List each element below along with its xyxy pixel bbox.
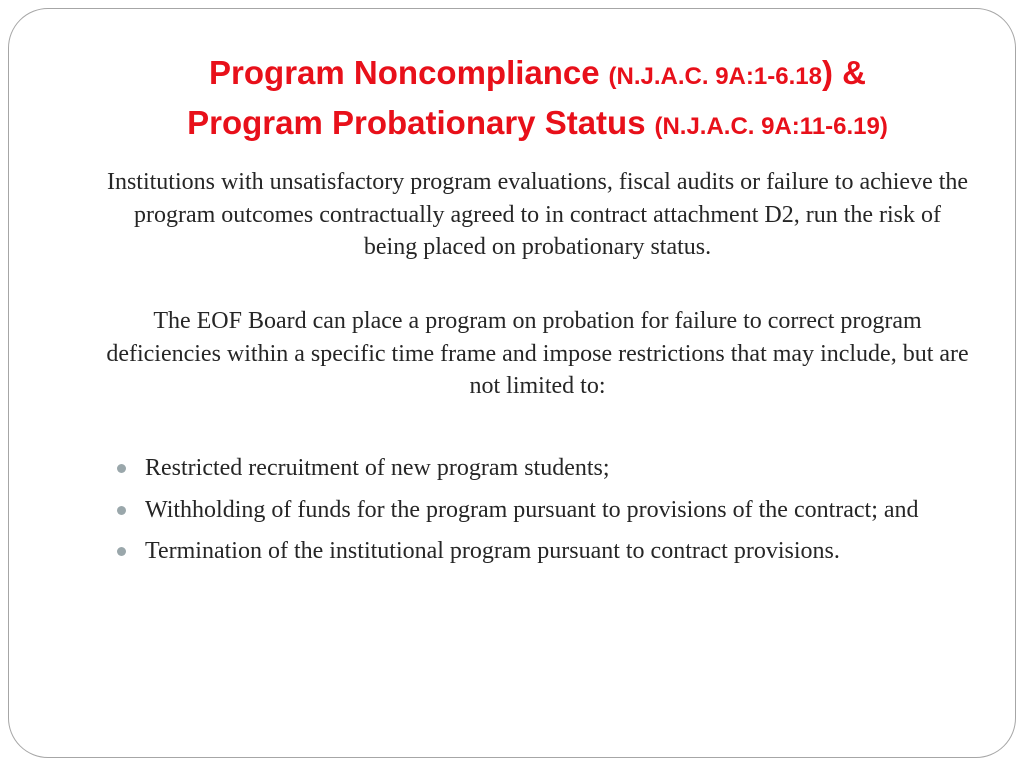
- bullet-icon: [117, 547, 126, 556]
- bullet-icon: [117, 506, 126, 515]
- bullet-icon: [117, 464, 126, 473]
- title-line1-main: Program Noncompliance: [209, 54, 600, 91]
- slide-title: [60, 50, 1015, 150]
- list-item-text: Termination of the institutional program pursuant to contract provisions.: [145, 538, 840, 564]
- paragraph-probation-risk: Institutions with unsatisfactory program evaluations, fiscal audits or failure to achieve the program outcomes contractually agreed to in contract attachment D2, run the risk of being placed on probationary status.: [106, 169, 969, 260]
- title-line2-citation: (N.J.A.C. 9A:11-6.19): [654, 113, 888, 140]
- paragraph-board-authority: The EOF Board can place a program on probation for failure to correct program deficiencies within a specific time frame and impose restrictions that may include, but are not limited to:: [106, 308, 969, 399]
- restrictions-list: [115, 452, 935, 577]
- title-line2-main: Program Probationary Status: [187, 104, 646, 141]
- list-item: [115, 494, 935, 527]
- list-item-text: Withholding of funds for the program pursuant to provisions of the contract; and: [145, 496, 919, 523]
- list-item: [115, 452, 935, 485]
- title-line1-citation: (N.J.A.C. 9A:1-6.18: [608, 63, 822, 90]
- title-line1-tail: ) &: [821, 54, 866, 91]
- list-item: [115, 535, 935, 568]
- list-item-text: Restricted recruitment of new program students;: [145, 455, 610, 481]
